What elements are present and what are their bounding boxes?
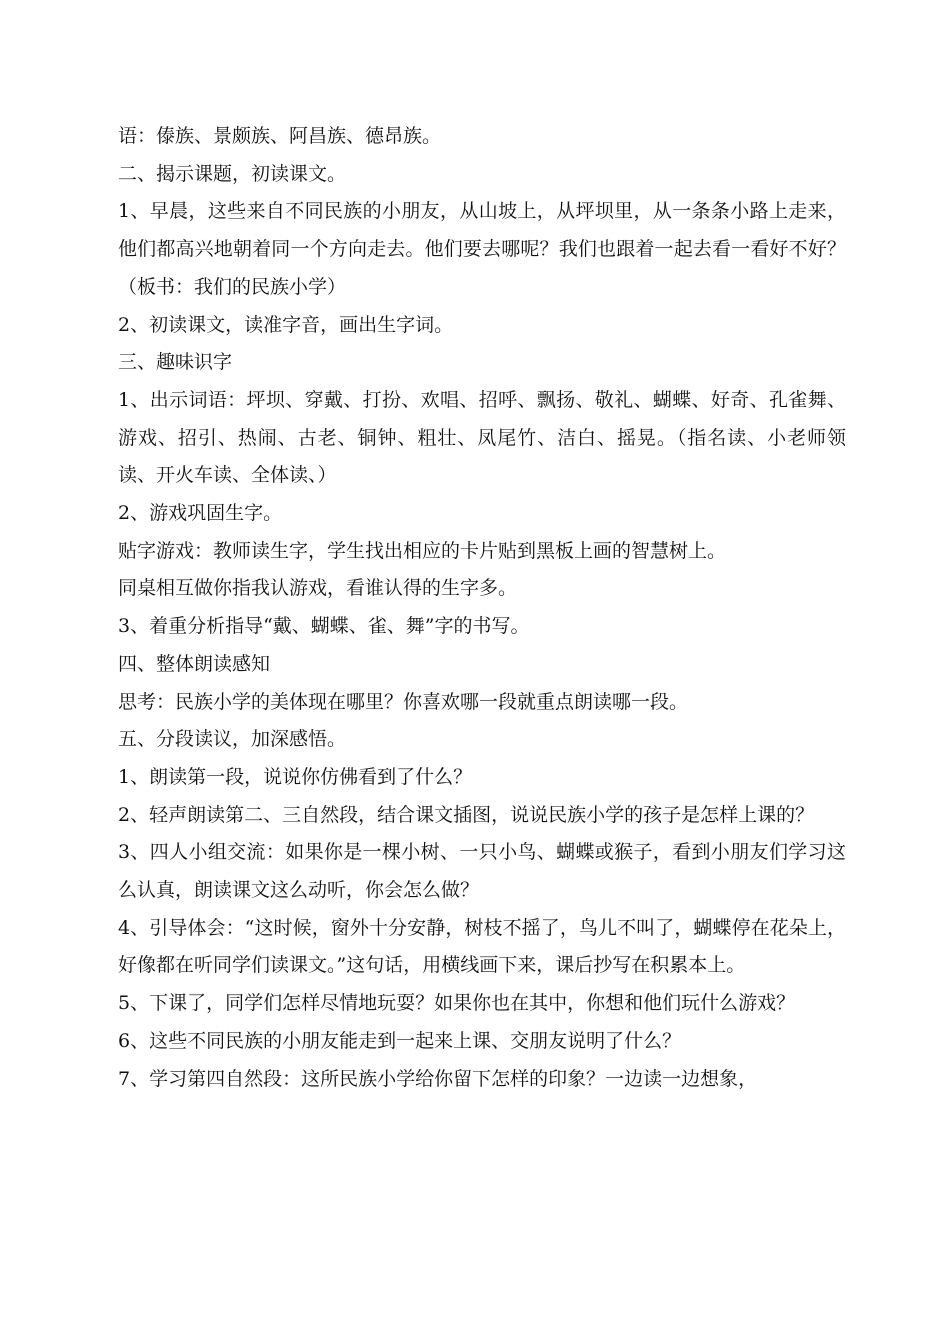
section-heading: 二、揭示课题，初读课文。 [118, 162, 347, 185]
paragraph: 思考：民族小学的美体现在哪里？你喜欢哪一段就重点朗读哪一段。 [118, 690, 689, 713]
paragraph: 2、轻声朗读第二、三自然段，结合课文插图，说说民族小学的孩子是怎样上课的？ [118, 803, 815, 826]
paragraph: 2、初读课文，读准字音，画出生字词。 [118, 313, 454, 336]
section-heading: 四、整体朗读感知 [118, 652, 271, 675]
paragraph: 4、引导体会：“这时候，窗外十分安静，树枝不摇了，鸟儿不叫了，蝴蝶停在花朵上，好像都在听同学们读课文。”这句话，用横线画下来，课后抄写在积累本上。 [118, 916, 846, 977]
paragraph: 1、朗读第一段，说说你仿佛看到了什么？ [118, 765, 473, 788]
paragraph: 1、早晨，这些来自不同民族的小朋友，从山坡上，从坪坝里，从一条条小路上走来，他们都高兴地朝着同一个方向走去。他们要去哪呢？我们也跟着一起去看一看好不好？（板书：我们的民族小学） [118, 200, 846, 298]
paragraph: 1、出示词语：坪坝、穿戴、打扮、欢唱、招呼、飘扬、敬礼、蝴蝶、好奇、孔雀舞、游戏、招引、热闹、古老、铜钟、粗壮、凤尾竹、洁白、摇晃。（指名读、小老师领读、开火车读、全体读、） [118, 388, 846, 487]
document-body [118, 118, 846, 1098]
paragraph: 语：傣族、景颇族、阿昌族、德昂族。 [118, 125, 442, 147]
paragraph: 同桌相互做你指我认游戏，看谁认得的生字多。 [118, 577, 518, 600]
paragraph: 3、四人小组交流：如果你是一棵小树、一只小鸟、蝴蝶或猴子，看到小朋友们学习这么认真，朗读课文这么动听，你会怎么做？ [118, 841, 846, 902]
section-heading: 五、分段读议，加深感悟。 [118, 728, 347, 751]
paragraph: 2、游戏巩固生字。 [118, 502, 283, 525]
paragraph: 5、下课了，同学们怎样尽情地玩耍？如果你也在其中，你想和他们玩什么游戏？ [118, 992, 796, 1015]
paragraph: 7、学习第四自然段：这所民族小学给你留下怎样的印象？一边读一边想象， [118, 1067, 758, 1090]
paragraph: 3、着重分析指导“戴、蝴蝶、雀、舞”字的书写。 [118, 615, 530, 638]
section-heading: 三、趣味识字 [118, 351, 233, 374]
paragraph: 6、这些不同民族的小朋友能走到一起来上课、交朋友说明了什么？ [118, 1029, 682, 1052]
paragraph: 贴字游戏：教师读生字，学生找出相应的卡片贴到黑板上画的智慧树上。 [118, 539, 727, 562]
